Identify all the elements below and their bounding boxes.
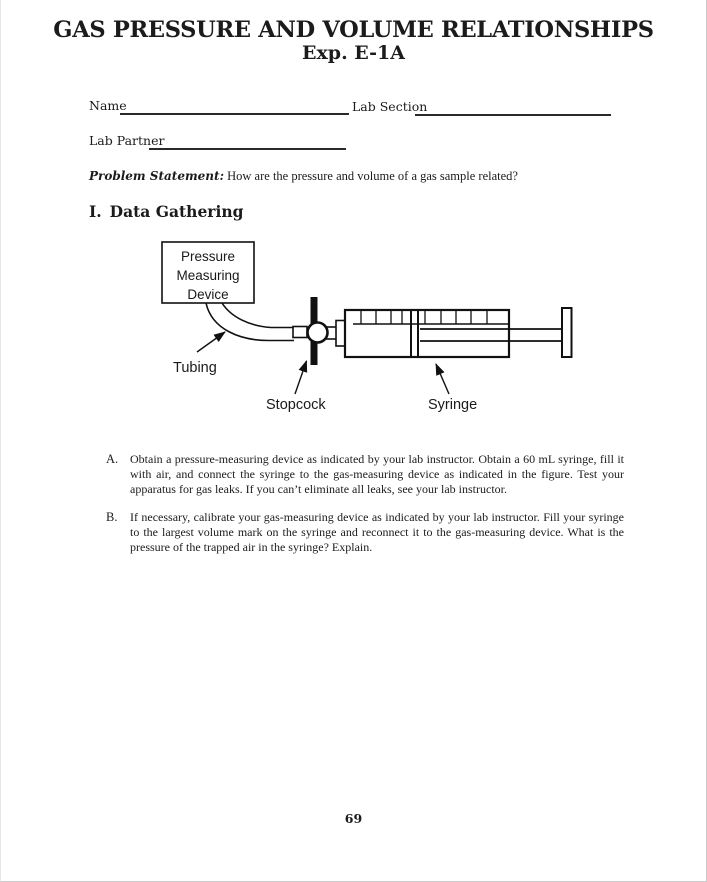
apparatus-diagram <box>141 230 601 420</box>
tubing-path-upper <box>222 303 294 328</box>
syringe-barrel <box>345 310 509 357</box>
page-title: GAS PRESSURE AND VOLUME RELATIONSHIPS <box>53 17 654 43</box>
tubing-label: Tubing <box>173 360 217 376</box>
section-numeral: I. <box>89 202 102 221</box>
stopcock-ball <box>308 323 328 343</box>
stopcock-label: Stopcock <box>266 397 326 413</box>
device-label-line3: Device <box>187 287 229 302</box>
experiment-number: Exp. E-1A <box>301 42 405 64</box>
stopcock-left-fitting <box>293 327 307 338</box>
problem-statement-label: Problem Statement: <box>89 169 224 183</box>
stopcock-arrow <box>295 361 307 394</box>
problem-statement <box>89 169 634 184</box>
section-heading <box>89 202 243 221</box>
item-b-letter: B. <box>106 510 118 524</box>
device-label-line2: Measuring <box>176 268 240 283</box>
section-title: Data Gathering <box>109 202 244 221</box>
title-block <box>1 19 706 64</box>
device-label-line1: Pressure <box>180 249 236 264</box>
lab-partner-label: Lab Partner <box>89 133 165 148</box>
item-a-letter: A. <box>106 452 119 466</box>
problem-statement-text: How are the pressure and volume of a gas sample related? <box>227 169 518 183</box>
item-b-text: If necessary, calibrate your gas-measuring device as indicated by your lab instructor. Fill your syringe to the largest volume mark on the syringe and reconnect it to the gas-measuring device. What is the pressure of the trapped air in the syringe? Explain. <box>130 510 624 554</box>
tubing-arrow <box>197 332 225 352</box>
syringe-arrow <box>436 364 449 394</box>
lab-section-label: Lab Section <box>352 99 428 114</box>
tubing-path-lower <box>206 303 294 341</box>
lab-partner-input-line[interactable] <box>149 134 346 150</box>
page-number: 69 <box>344 811 363 826</box>
lab-section-input-line[interactable] <box>415 100 611 116</box>
item-a-text: Obtain a pressure-measuring device as indicated by your lab instructor. Obtain a 60 mL syringe, fill it with air, and connect the syringe to the gas-measuring device as indicated in the figure. Test your apparatus for gas leaks. If you can’t eliminate all leaks, see your lab instructor. <box>130 452 624 496</box>
name-label: Name <box>89 98 127 113</box>
syringe-handle <box>562 308 572 357</box>
name-input-line[interactable] <box>120 99 349 115</box>
syringe-label: Syringe <box>428 397 478 413</box>
